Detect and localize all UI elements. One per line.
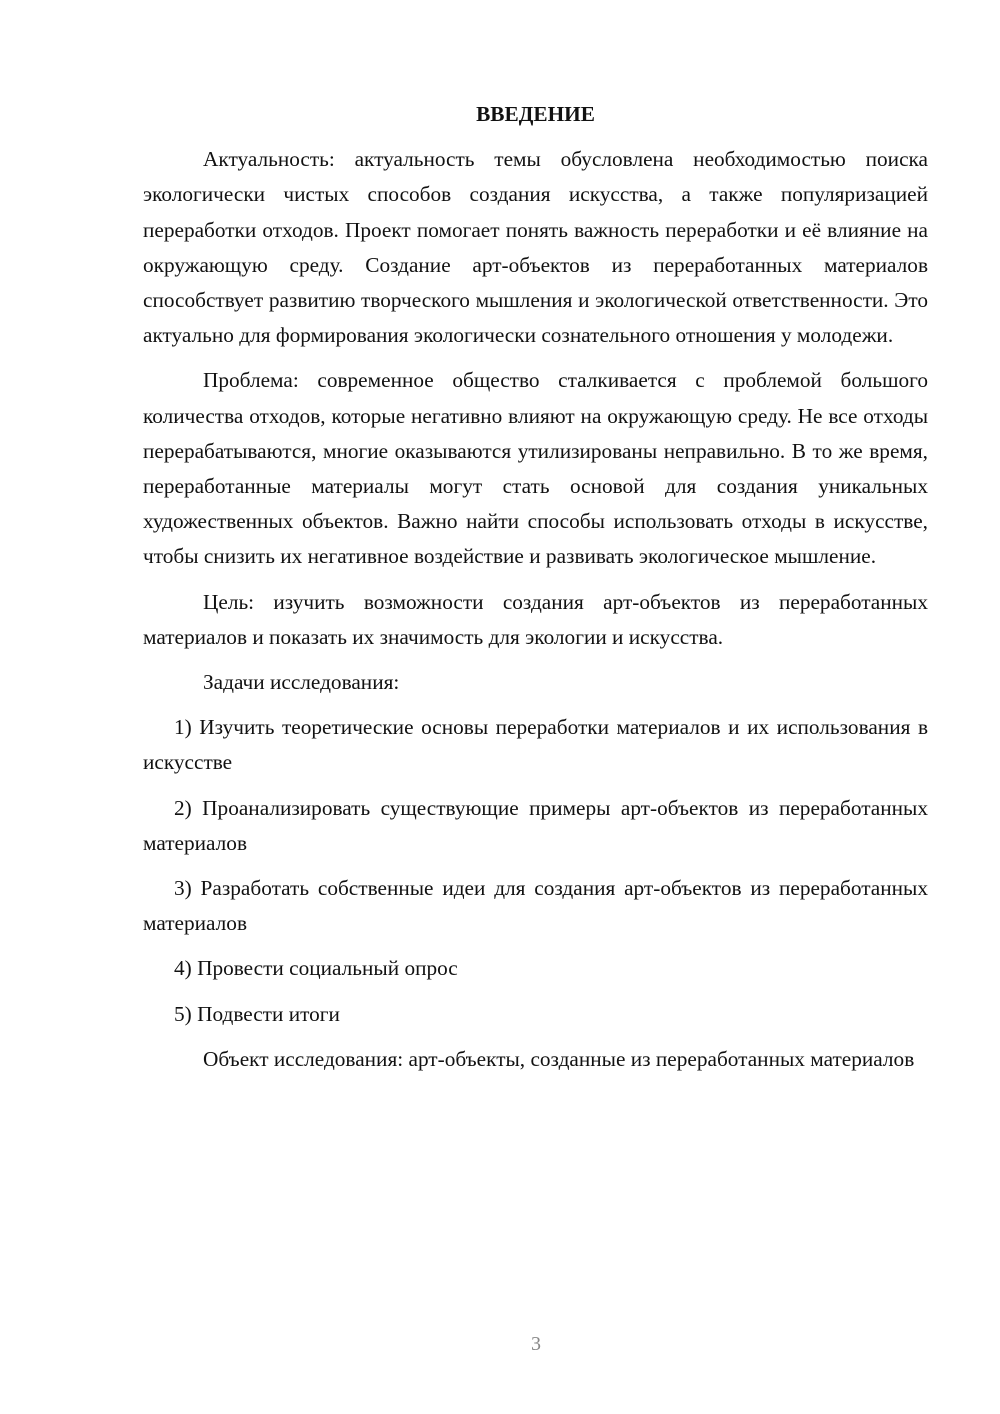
goal-paragraph: Цель: изучить возможности создания арт-объектов из переработанных материалов и показать их значимость для экологии и искусства. [143,589,928,649]
task-item-3: 3) Разработать собственные идеи для создания арт-объектов из переработанных материалов [143,876,928,936]
page-number: 3 [531,1333,541,1355]
task-item-2: 2) Проанализировать существующие примеры арт-объектов из переработанных материалов [143,795,928,855]
task-item-1: 1) Изучить теоретические основы переработки материалов и их использования в искусстве [143,715,928,775]
section-title: ВВЕДЕНИЕ [476,102,595,126]
relevance-paragraph: Актуальность: актуальность темы обусловлена необходимостью поиска экологически чистых способов создания искусства, а также популяризацией переработки отходов. Проект помогает понять важность переработки и её влияние на окружающую среду. Создание арт-объектов из переработанных материалов способствует развитию творческого мышления и экологической ответственности. Это актуально для формирования экологически сознательного отношения у молодежи. [143,147,928,348]
problem-paragraph: Проблема: современное общество сталкивается с проблемой большого количества отходов, которые негативно влияют на окружающую среду. Не все отходы перерабатываются, многие оказываются утилизированы неправильно. В то же время, переработанные материалы могут стать основой для создания уникальных художественных объектов. Важно найти способы использовать отходы в искусстве, чтобы снизить их негативное воздействие и развивать экологическое мышление. [143,368,928,569]
task-item-5: 5) Подвести итоги [174,1001,340,1026]
tasks-heading: Задачи исследования: [203,670,400,695]
task-item-4: 4) Провести социальный опрос [174,956,458,981]
object-paragraph: Объект исследования: арт-объекты, созданные из переработанных материалов [203,1046,915,1071]
page-content [143,97,928,1087]
